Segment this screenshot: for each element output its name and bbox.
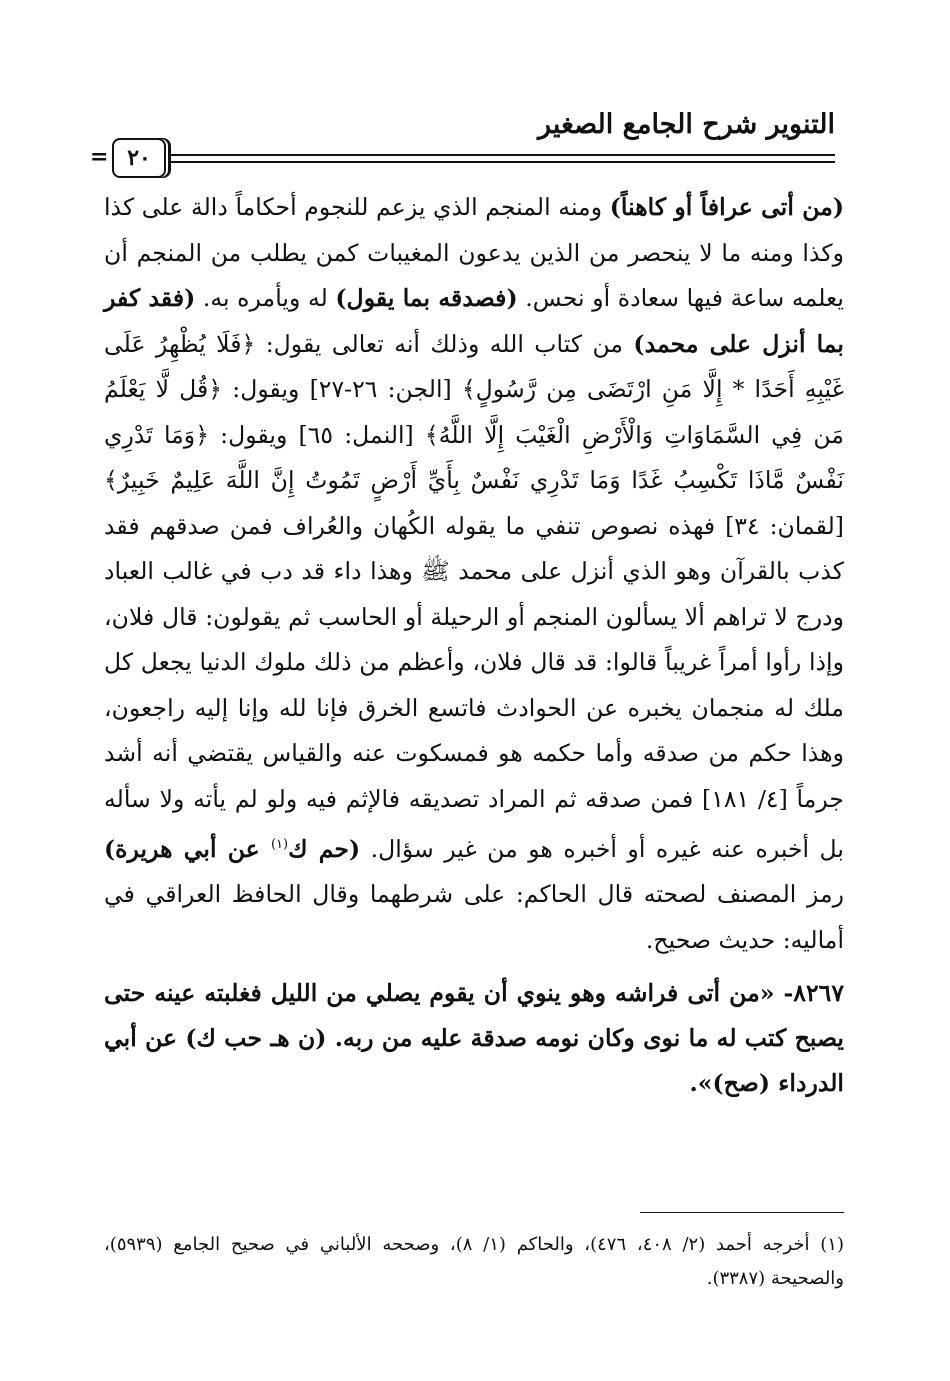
footnote: (١) أخرجه أحمد (٢/ ٤٠٨، ٤٧٦)، والحاكم (١/ ٨)، وصححه الألباني في صحيح الجامع (٥٩٣٩)، والصحيحة (٣٣٨٧). xyxy=(104,1234,844,1289)
matn-phrase: (فقد كفر بما أنزل على محمد) xyxy=(104,284,844,358)
footnote-reference: (١) xyxy=(270,837,289,852)
hadith-8267: ٨٢٦٧- «من أتى فراشه وهو ينوي أن يقوم يصلي من الليل فغلبته عينه حتى يصبح كتب له ما نوى وكان نومه صدقة عليه من ربه. (ن هـ حب ك) عن أبي الدرداء (صح)». xyxy=(104,979,844,1098)
main-text xyxy=(104,185,844,1106)
page-header xyxy=(90,108,835,178)
header-double-rule xyxy=(168,154,835,163)
page-number: ٢٠ xyxy=(112,138,166,178)
footnote-divider xyxy=(640,1212,844,1213)
commentary-text: ومنه المنجم الذي يزعم للنجوم أحكاماً دالة على كذا وكذا ومنه ما لا ينحصر من الذين يدعون المغيبات كمن يطلب من المنجم أن يعلمه ساعة فيها سعادة أو نحس. xyxy=(104,193,844,312)
commentary-text: رمز المصنف لصحته قال الحاكم: على شرطهما وقال الحافظ العراقي في أماليه: حديث صحيح. xyxy=(104,880,844,954)
commentary-text: من كتاب الله وذلك أنه تعالى يقول: ﴿فَلَا يُظْهِرُ عَلَى غَيْبِهِ أَحَدًا * إِلَّا مَنِ ارْتَضَى مِن رَّسُولٍ﴾ [الجن: ٢٦-٢٧] ويقول: ﴿قُل لَّا يَعْلَمُ مَن فِي السَّمَاوَاتِ وَالْأَرْضِ الْغَيْبَ إِلَّا اللَّهُ﴾ [النمل: ٦٥] ويقول: ﴿وَمَا تَدْرِي نَفْسٌ مَّاذَا تَكْسِبُ غَدًا وَمَا تَدْرِي نَفْسٌ بِأَيِّ أَرْضٍ تَمُوتُ إِنَّ اللَّهَ عَلِيمٌ خَبِيرٌ﴾ [لقمان: ٣٤] فهذه نصوص تنفي ما يقوله الكُهان والعُراف فمن صدقهم فقد كذب بالقرآن وهو الذي أنزل على محمد ﷺ وهذا داء قد دب في غالب العباد ودرج لا تراهم ألا يسألون المنجم أو الرحيلة أو الحاسب ثم يقولون: قال فلان، وإذا رأوا أمراً غريباً قالوا: قد قال فلان، وأعظم من ذلك ملوك الدنيا يجعل كل ملك له منجمان يخبره عن الحوادث فاتسع الخرق فإنا لله وإنا إليه راجعون، وهذا حكم من صدقه وأما حكمه هو فمسكوت عنه والقياس يقتضي أنه أشد جرماً [٤/ ١٨١] فمن صدقه ثم المراد تصديقه فالإثم فيه ولو لم يأته ولا سأله بل أخبره عنه غيره أو أخبره هو من غير سؤال. xyxy=(104,329,845,863)
matn-phrase: عن أبي هريرة) xyxy=(104,834,271,863)
matn-phrase: (من أتى عرافاً أو كاهناً) xyxy=(609,193,844,221)
page-number-marker: = xyxy=(90,144,109,170)
commentary-paragraph xyxy=(104,185,844,963)
commentary-text: له ويأمره به. xyxy=(195,284,336,312)
book-title: التنوير شرح الجامع الصغير xyxy=(538,109,835,140)
matn-phrase: (فصدقه بما يقول) xyxy=(335,284,518,312)
matn-phrase: (حم ك xyxy=(288,834,361,863)
